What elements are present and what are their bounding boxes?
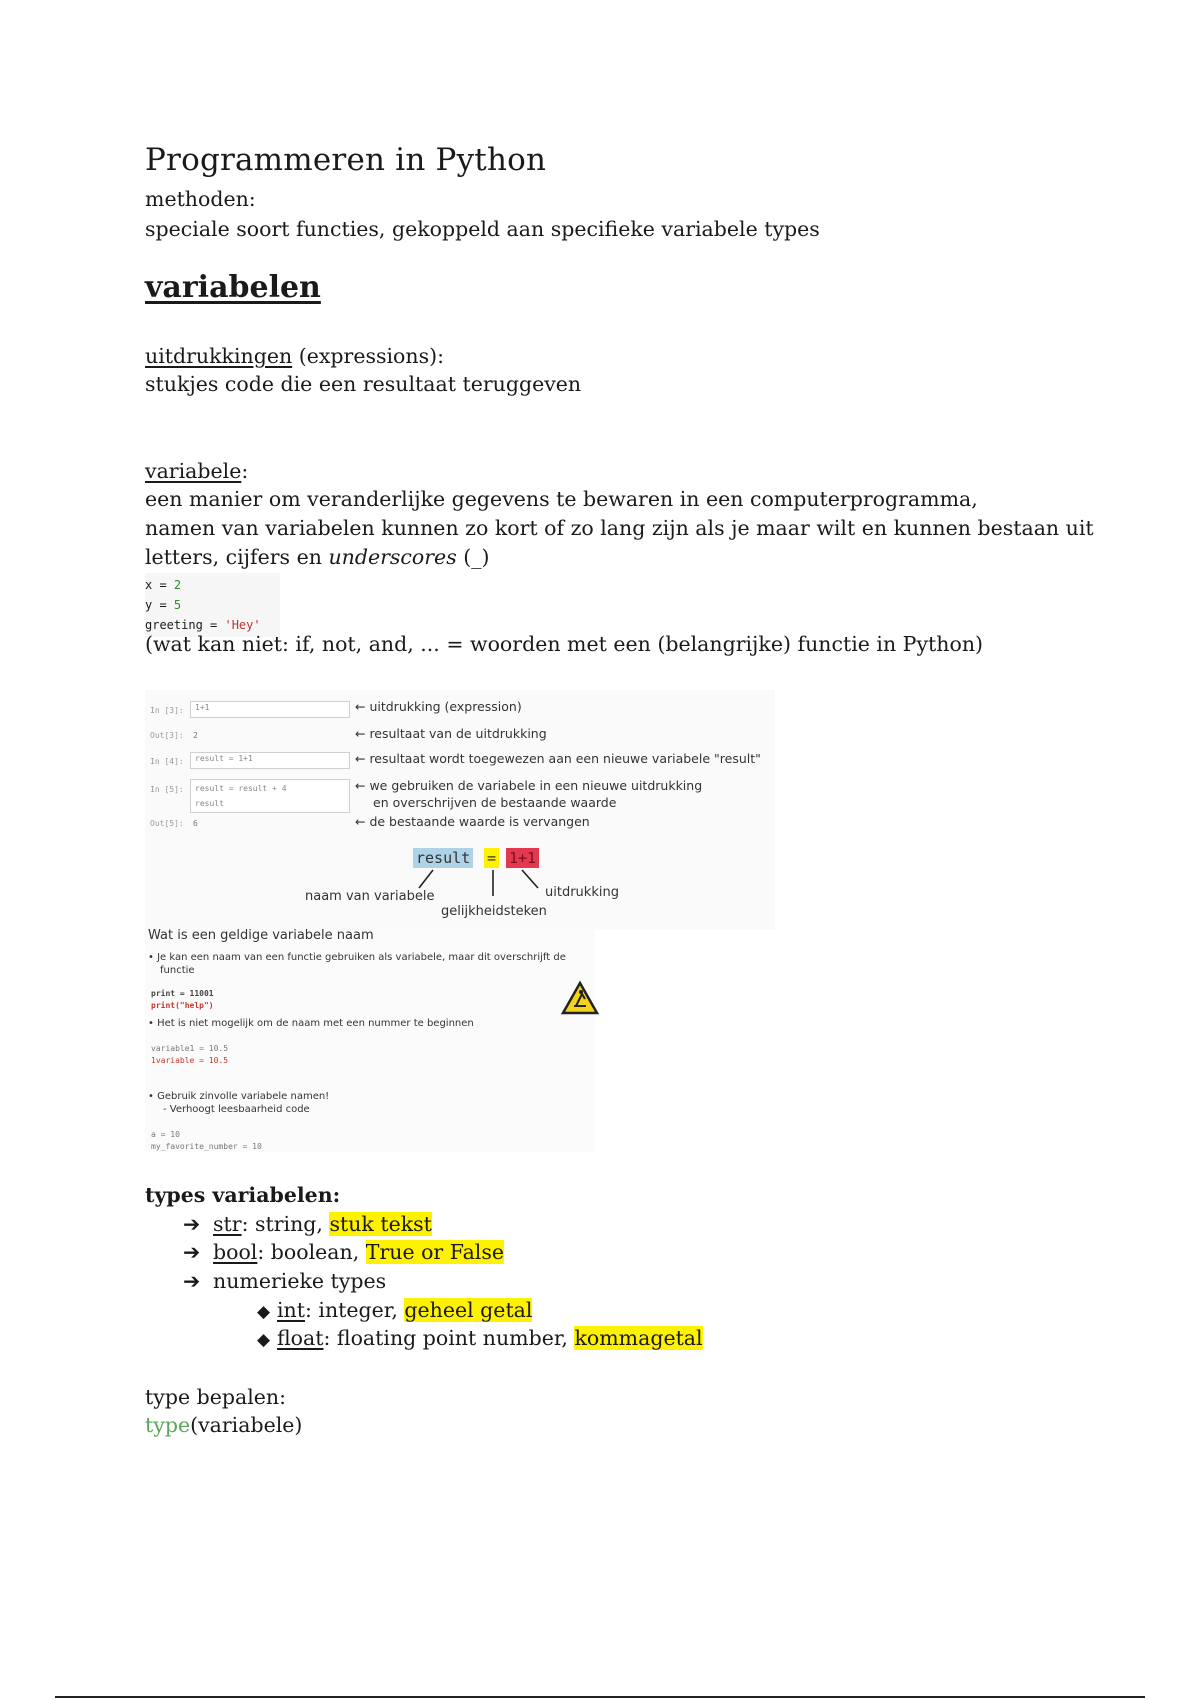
code-line-x: x = 2	[145, 578, 182, 592]
diagram-label-expression: uitdrukking	[545, 885, 619, 900]
diagram-label-name: naam van variabele	[305, 889, 435, 904]
valid-bullet-1: • Je kan een naam van een functie gebruiken als variabele, maar dit overschrijft de	[148, 952, 566, 963]
prompt-in4: In [4]:	[150, 757, 184, 766]
variable-line-2: namen van variabelen kunnen zo kort of zo lang zijn als je maar wilt en kunnen bestaan uit	[145, 516, 1094, 540]
variable-line-3-italic: underscores	[328, 545, 457, 569]
note-reuse: ← we gebruiken de variabele in een nieuwe uitdrukking	[355, 778, 703, 793]
section-heading: variabelen	[145, 270, 321, 305]
cell-in4: result = 1+1	[190, 752, 350, 769]
note-assign: ← resultaat wordt toegewezen aan een nieuwe variabele "result"	[355, 751, 761, 766]
diagram-expression: 1+1	[506, 848, 539, 868]
type-subitem-int: ◆ int: integer, geheel getal	[257, 1298, 533, 1322]
valid-code-3a: a = 10	[151, 1130, 180, 1139]
prompt-in5: In [5]:	[150, 785, 184, 794]
prompt-in3: In [3]:	[150, 706, 184, 715]
valid-bullet-1-cont: functie	[160, 965, 195, 976]
reserved-words-note: (wat kan niet: if, not, and, ... = woorden met een (belangrijke) functie in Python)	[145, 632, 984, 656]
diagram-equals: =	[484, 848, 499, 868]
determine-code	[145, 1413, 302, 1437]
page-title: Programmeren in Python	[145, 142, 547, 178]
expressions-term: uitdrukkingen	[145, 344, 293, 368]
diamond-bullet-icon: ◆	[257, 1302, 271, 1322]
type-item-str: ➔ str: string, stuk tekst	[183, 1212, 432, 1236]
variable-line-1: een manier om veranderlijke gegevens te bewaren in een computerprogramma,	[145, 487, 978, 511]
code-snippet	[145, 573, 280, 637]
valid-name-slide	[145, 930, 595, 1152]
note-expression: ← uitdrukking (expression)	[355, 699, 522, 714]
expressions-text: stukjes code die een resultaat teruggeven	[145, 372, 582, 396]
arrow-to-expression	[522, 870, 538, 888]
arrow-icon: ➔	[183, 1212, 201, 1236]
type-item-bool: ➔ bool: boolean, True or False	[183, 1240, 505, 1264]
expressions-term-suffix: (expressions):	[292, 344, 445, 368]
code-line-y: y = 5	[145, 598, 182, 612]
diamond-bullet-icon: ◆	[257, 1330, 271, 1350]
diagram-label-equals: gelijkheidsteken	[441, 904, 547, 919]
note-result: ← resultaat van de uitdrukking	[355, 726, 547, 741]
type-function-args: (variabele)	[190, 1413, 303, 1437]
valid-code-1b: print("help")	[151, 1001, 214, 1010]
cell-in3: 1+1	[190, 701, 350, 718]
variable-line-3	[145, 545, 489, 569]
variable-line-3-prefix: letters, cijfers en	[145, 545, 329, 569]
valid-bullet-2: • Het is niet mogelijk om de naam met een nummer te beginnen	[148, 1018, 474, 1029]
prompt-out5: Out[5]:	[150, 819, 184, 828]
type-subitem-float: ◆ float: floating point number, kommagetal	[257, 1326, 703, 1350]
valid-bullet-3-sub: - Verhoogt leesbaarheid code	[163, 1104, 310, 1115]
diagram-arrows	[145, 690, 775, 930]
methods-text: speciale soort functies, gekoppeld aan specifieke variabele types	[145, 217, 820, 241]
valid-code-3b: my_favorite_number = 10	[151, 1142, 262, 1151]
valid-code-2b: 1variable = 10.5	[151, 1056, 229, 1065]
code-line-greeting: greeting = 'Hey'	[145, 618, 261, 632]
valid-heading: Wat is een geldige variabele naam	[148, 928, 374, 943]
note-overwrite: en overschrijven de bestaande waarde	[373, 795, 617, 810]
notebook-figure	[145, 690, 775, 930]
arrow-to-name	[419, 870, 433, 888]
valid-code-2a: variable1 = 10.5	[151, 1044, 229, 1053]
valid-code-1a: print = 11001	[151, 989, 214, 998]
output-out3: 2	[193, 731, 198, 740]
footer-rule	[55, 1696, 1145, 1698]
type-item-numeric: ➔ numerieke types	[183, 1269, 387, 1293]
output-out5: 6	[193, 819, 198, 828]
type-function: type	[145, 1413, 191, 1437]
determine-label: type bepalen:	[145, 1385, 286, 1409]
cell-in5-line2: result	[195, 799, 224, 808]
prompt-out3: Out[3]:	[150, 731, 184, 740]
arrow-icon: ➔	[183, 1240, 201, 1264]
variable-term-suffix: :	[241, 459, 249, 483]
cell-in5-line1: result = result + 4	[195, 784, 287, 793]
valid-bullet-3: • Gebruik zinvolle variabele namen!	[148, 1091, 330, 1102]
expressions-label	[145, 344, 444, 368]
arrow-icon: ➔	[183, 1269, 201, 1293]
variable-line-3-suffix: (_)	[456, 545, 490, 569]
variable-term: variabele	[145, 459, 242, 483]
note-replaced: ← de bestaande waarde is vervangen	[355, 814, 590, 829]
types-heading: types variabelen:	[145, 1183, 341, 1207]
variable-label	[145, 459, 248, 483]
methods-label: methoden:	[145, 187, 256, 211]
diagram-variable-name: result	[413, 848, 473, 868]
warning-icon	[560, 980, 600, 1016]
